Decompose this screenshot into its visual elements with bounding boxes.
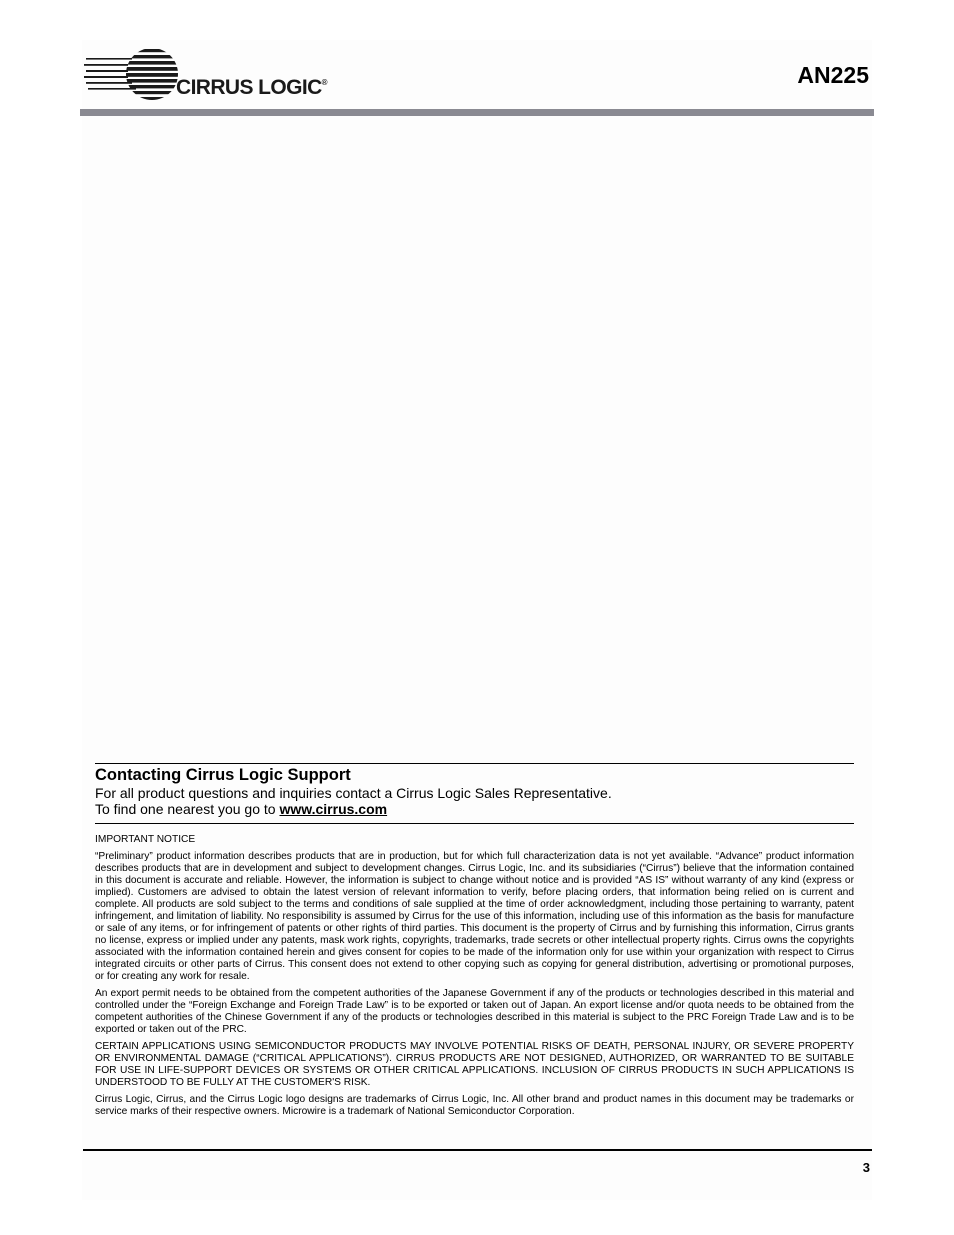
cirrus-logo-mark-icon bbox=[84, 46, 184, 106]
notice-paragraph-critical-applications: CERTAIN APPLICATIONS USING SEMICONDUCTOR PRODUCTS MAY INVOLVE POTENTIAL RISKS OF DEATH, PERSONAL INJURY, OR SEVERE PROPERTY OR ENVIRONMENTAL DAMAGE (“CRITICAL APPLICATIONS”). CIRRUS PRODUCTS ARE NOT DESIGNED, AUTHORIZED, OR WARRANTED TO BE SUITABLE FOR USE IN LIFE-SUPPORT DEVICES OR SYSTEMS OR OTHER CRITICAL APPLICATIONS. INCLUSION OF CIRRUS PRODUCTS IN SUCH APPLICATIONS IS UNDERSTOOD TO BE FULLY AT THE CUSTOMER'S RISK. bbox=[95, 1041, 854, 1088]
notice-paragraph-export: An export permit needs to be obtained from the competent authorities of the Japanese Government if any of the products or technologies described in this material and controlled under the “Foreign Exchange and Foreign Trade Law” is to be exported or taken out of Japan. An export license and/or quota needs to be obtained from the competent authorities of the Chinese Government if any of the products or technologies described in this material is subject to the PRC Foreign Trade Law and is to be exported or taken out of the PRC. bbox=[95, 988, 854, 1035]
contact-line-1: For all product questions and inquiries contact a Cirrus Logic Sales Representative. bbox=[95, 785, 612, 801]
notice-heading: IMPORTANT NOTICE bbox=[95, 834, 196, 845]
important-notice bbox=[95, 834, 854, 1123]
cirrus-logic-logo bbox=[84, 46, 334, 106]
page-number: 3 bbox=[862, 1160, 870, 1175]
contact-section bbox=[95, 763, 854, 824]
registered-mark: ® bbox=[321, 78, 327, 87]
document-id: AN225 bbox=[797, 62, 869, 88]
contact-bottom-rule bbox=[95, 823, 854, 824]
contact-line-2 bbox=[95, 801, 854, 817]
footer-rule bbox=[83, 1149, 872, 1151]
header-bar bbox=[80, 109, 874, 116]
notice-paragraph-trademarks: Cirrus Logic, Cirrus, and the Cirrus Logic logo designs are trademarks of Cirrus Logic, Inc. All other brand and product names in this document may be trademarks or service marks of their respective owners. Microwire is a trademark of National Semiconductor Corporation. bbox=[95, 1094, 854, 1117]
contact-heading: Contacting Cirrus Logic Support bbox=[95, 766, 351, 784]
cirrus-website-link[interactable]: www.cirrus.com bbox=[279, 801, 388, 817]
notice-paragraph-preliminary: “Preliminary” product information describes products that are in production, but for which full characterization data is not yet available. “Advance” product information describes products that are in development and subject to development changes. Cirrus Logic, Inc. and its subsidiaries (“Cirrus”) believe that the information contained in this document is accurate and reliable. However, the information is subject to change without notice and is provided “AS IS” without warranty of any kind (express or implied). Customers are advised to obtain the latest version of relevant information to verify, before placing orders, that information being relied on is current and complete. All products are sold subject to the terms and conditions of sale supplied at the time of order acknowledgment, including those pertaining to warranty, patent infringement, and limitation of liability. No responsibility is assumed by Cirrus for the use of this information, including use of this information as the basis for manufacture or sale of any items, or for infringement of patents or other rights of third parties. This document is the property of Cirrus and by furnishing this information, Cirrus grants no license, express or implied under any patents, mask work rights, copyrights, trademarks, trade secrets or other intellectual property rights. Cirrus owns the copyrights associated with the information contained herein and gives consent for copies to be made of the information only for use within your organization with respect to Cirrus integrated circuits or other parts of Cirrus. This consent does not extend to other copying such as copying for general distribution, advertising or promotional purposes, or for creating any work for resale. bbox=[95, 851, 854, 982]
logo-wordmark: CIRRUS LOGIC bbox=[176, 76, 322, 99]
contact-top-rule bbox=[95, 763, 854, 764]
contact-line-2-text: To find one nearest you go to bbox=[95, 801, 280, 817]
